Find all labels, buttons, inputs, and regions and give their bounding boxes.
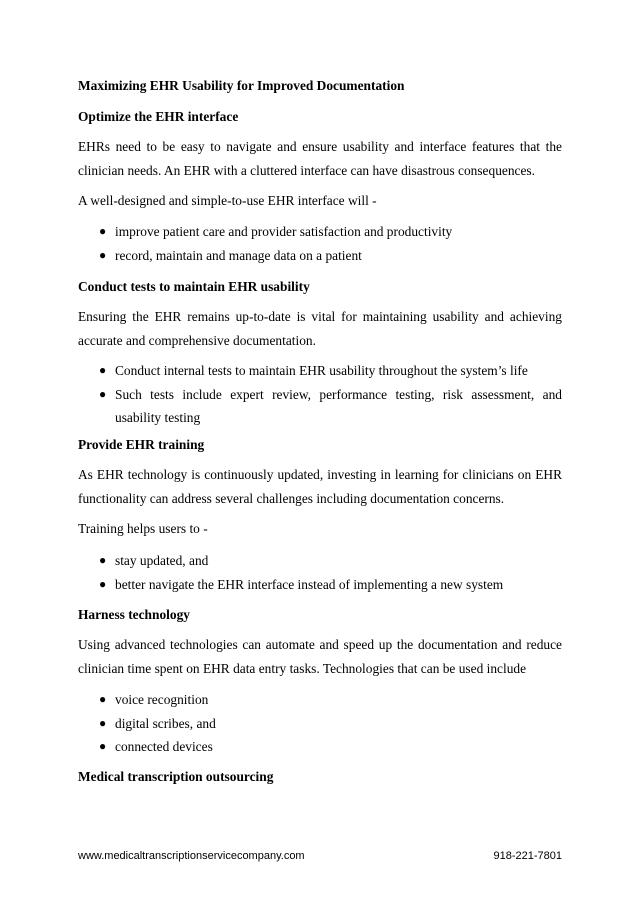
bullet-icon: ● — [99, 386, 107, 401]
bullet-icon: ● — [99, 363, 107, 377]
list-item: ● Conduct internal tests to maintain EHR usability throughout the system’s life — [78, 359, 562, 383]
section-paragraph: As EHR technology is continuously updated, investing in learning for clinicians on EHR functionality can address several challenges including documentation concerns. — [78, 467, 562, 506]
section-heading-training: Provide EHR training — [78, 437, 205, 452]
bullet-icon: ● — [99, 553, 107, 567]
section-intro: Training helps users to - — [78, 521, 208, 536]
section-intro: A well-designed and simple-to-use EHR interface will - — [78, 193, 377, 208]
footer-website-link[interactable]: www.medicaltranscriptionservicecompany.com — [78, 850, 305, 862]
bullet-icon: ● — [99, 739, 107, 753]
section-heading-outsourcing: Medical transcription outsourcing — [78, 769, 274, 784]
bullet-icon: ● — [99, 692, 107, 706]
list-item: ● record, maintain and manage data on a patient — [78, 244, 562, 268]
list-item: ● digital scribes, and — [78, 712, 562, 736]
list-item: ● stay updated, and — [78, 549, 562, 573]
list-item: ● better navigate the EHR interface instead of implementing a new system — [78, 573, 562, 597]
bullet-icon: ● — [99, 224, 107, 238]
bullet-icon: ● — [99, 247, 107, 262]
list-item: ● Such tests include expert review, performance testing, risk assessment, and usability testing — [78, 383, 562, 430]
footer-phone: 918-221-7801 — [493, 850, 562, 862]
bullet-list — [78, 549, 562, 596]
section-heading-technology: Harness technology — [78, 607, 190, 622]
bullet-list — [78, 220, 562, 267]
list-item: ● connected devices — [78, 735, 562, 759]
section-paragraph: EHRs need to be easy to navigate and ensure usability and interface features that the clinician needs. An EHR with a cluttered interface can have disastrous consequences. — [78, 139, 562, 178]
section-heading-tests: Conduct tests to maintain EHR usability — [78, 279, 310, 294]
bullet-icon: ● — [99, 576, 107, 591]
bullet-list — [78, 359, 562, 430]
bullet-list — [78, 688, 562, 759]
list-item: ● voice recognition — [78, 688, 562, 712]
section-paragraph: Ensuring the EHR remains up-to-date is vital for maintaining usability and achieving accurate and comprehensive documentation. — [78, 309, 562, 348]
section-heading-optimize: Optimize the EHR interface — [78, 109, 239, 124]
document-title: Maximizing EHR Usability for Improved Documentation — [78, 78, 405, 93]
bullet-icon: ● — [99, 715, 107, 730]
section-paragraph: Using advanced technologies can automate and speed up the documentation and reduce clinician time spent on EHR data entry tasks. Technologies that can be used include — [78, 637, 562, 676]
list-item: ● improve patient care and provider satisfaction and productivity — [78, 220, 562, 244]
